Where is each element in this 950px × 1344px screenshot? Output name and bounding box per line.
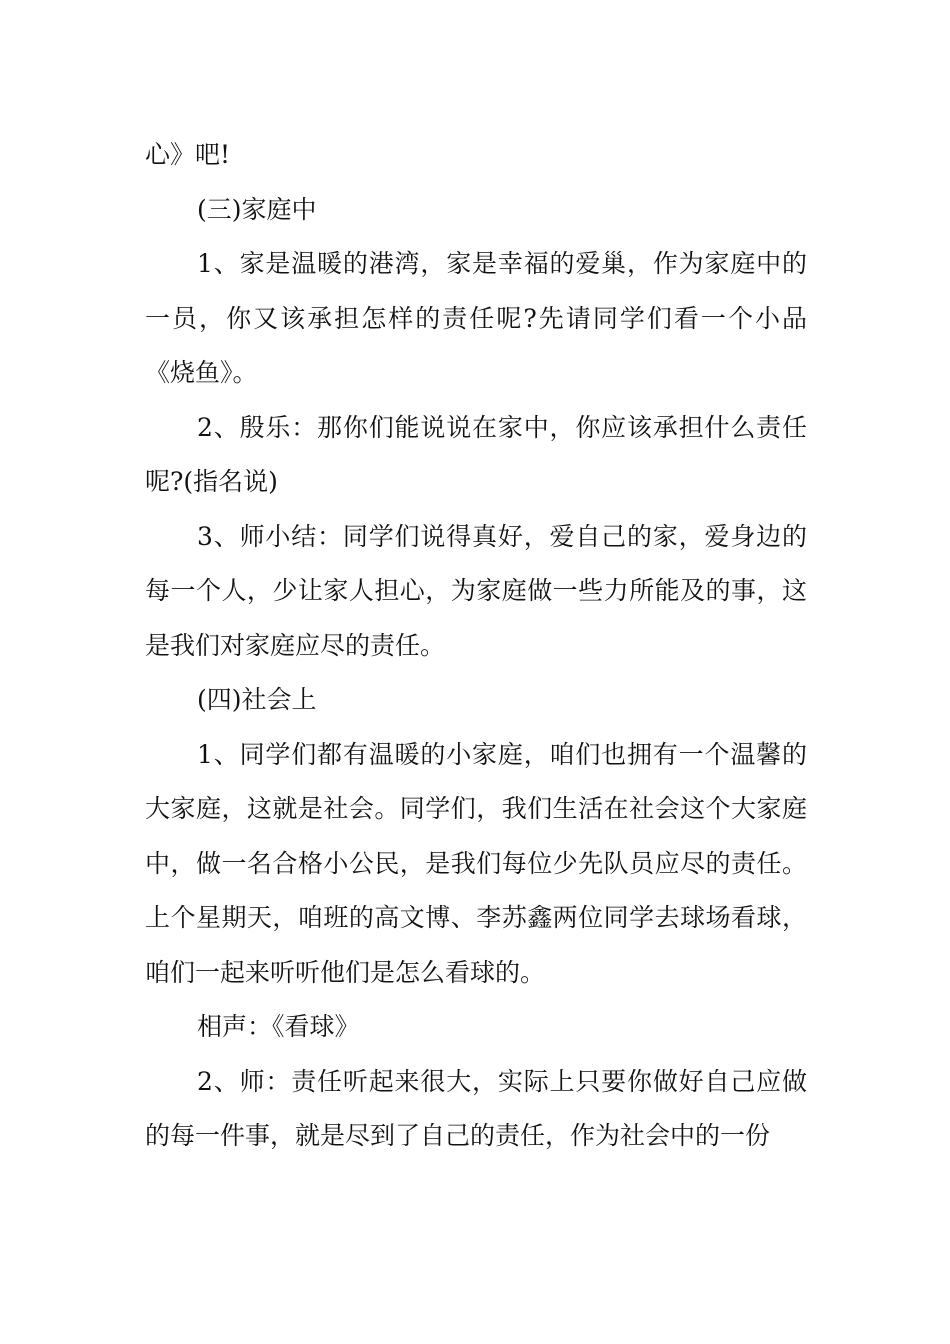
paragraph-family-2: 2、殷乐：那你们能说说在家中，你应该承担什么责任呢?(指名说): [145, 412, 807, 496]
section-heading-family: (三)家庭中: [197, 194, 317, 224]
paragraph-society-1: 1、同学们都有温暖的小家庭，咱们也拥有一个温馨的大家庭，这就是社会。同学们，我们生活在社会这个大家庭中，做一名合格小公民，是我们每位少先队员应尽的责任。上个星期天，咱班的高文博、李苏鑫两位同学去球场看球，咱们一起来听听他们是怎么看球的。: [145, 739, 807, 987]
paragraph-continuation: 心》吧!: [145, 140, 231, 169]
document-body: [145, 128, 807, 1164]
section-heading-society: (四)社会上: [197, 685, 317, 714]
paragraph-family-1: 1、家是温暖的港湾，家是幸福的爱巢，作为家庭中的一员，你又该承担怎样的责任呢?先请同学们看一个小品《烧鱼》。: [145, 249, 807, 387]
paragraph-crosstalk: 相声：《看球》: [197, 1012, 360, 1041]
paragraph-society-2: 2、师：责任听起来很大，实际上只要你做好自己应做的每一件事，就是尽到了自己的责任，作为社会中的一份: [145, 1066, 807, 1150]
paragraph-family-3: 3、师小结：同学们说得真好，爱自己的家，爱身边的每一个人，少让家人担心，为家庭做一些力所能及的事，这是我们对家庭应尽的责任。: [145, 521, 807, 660]
